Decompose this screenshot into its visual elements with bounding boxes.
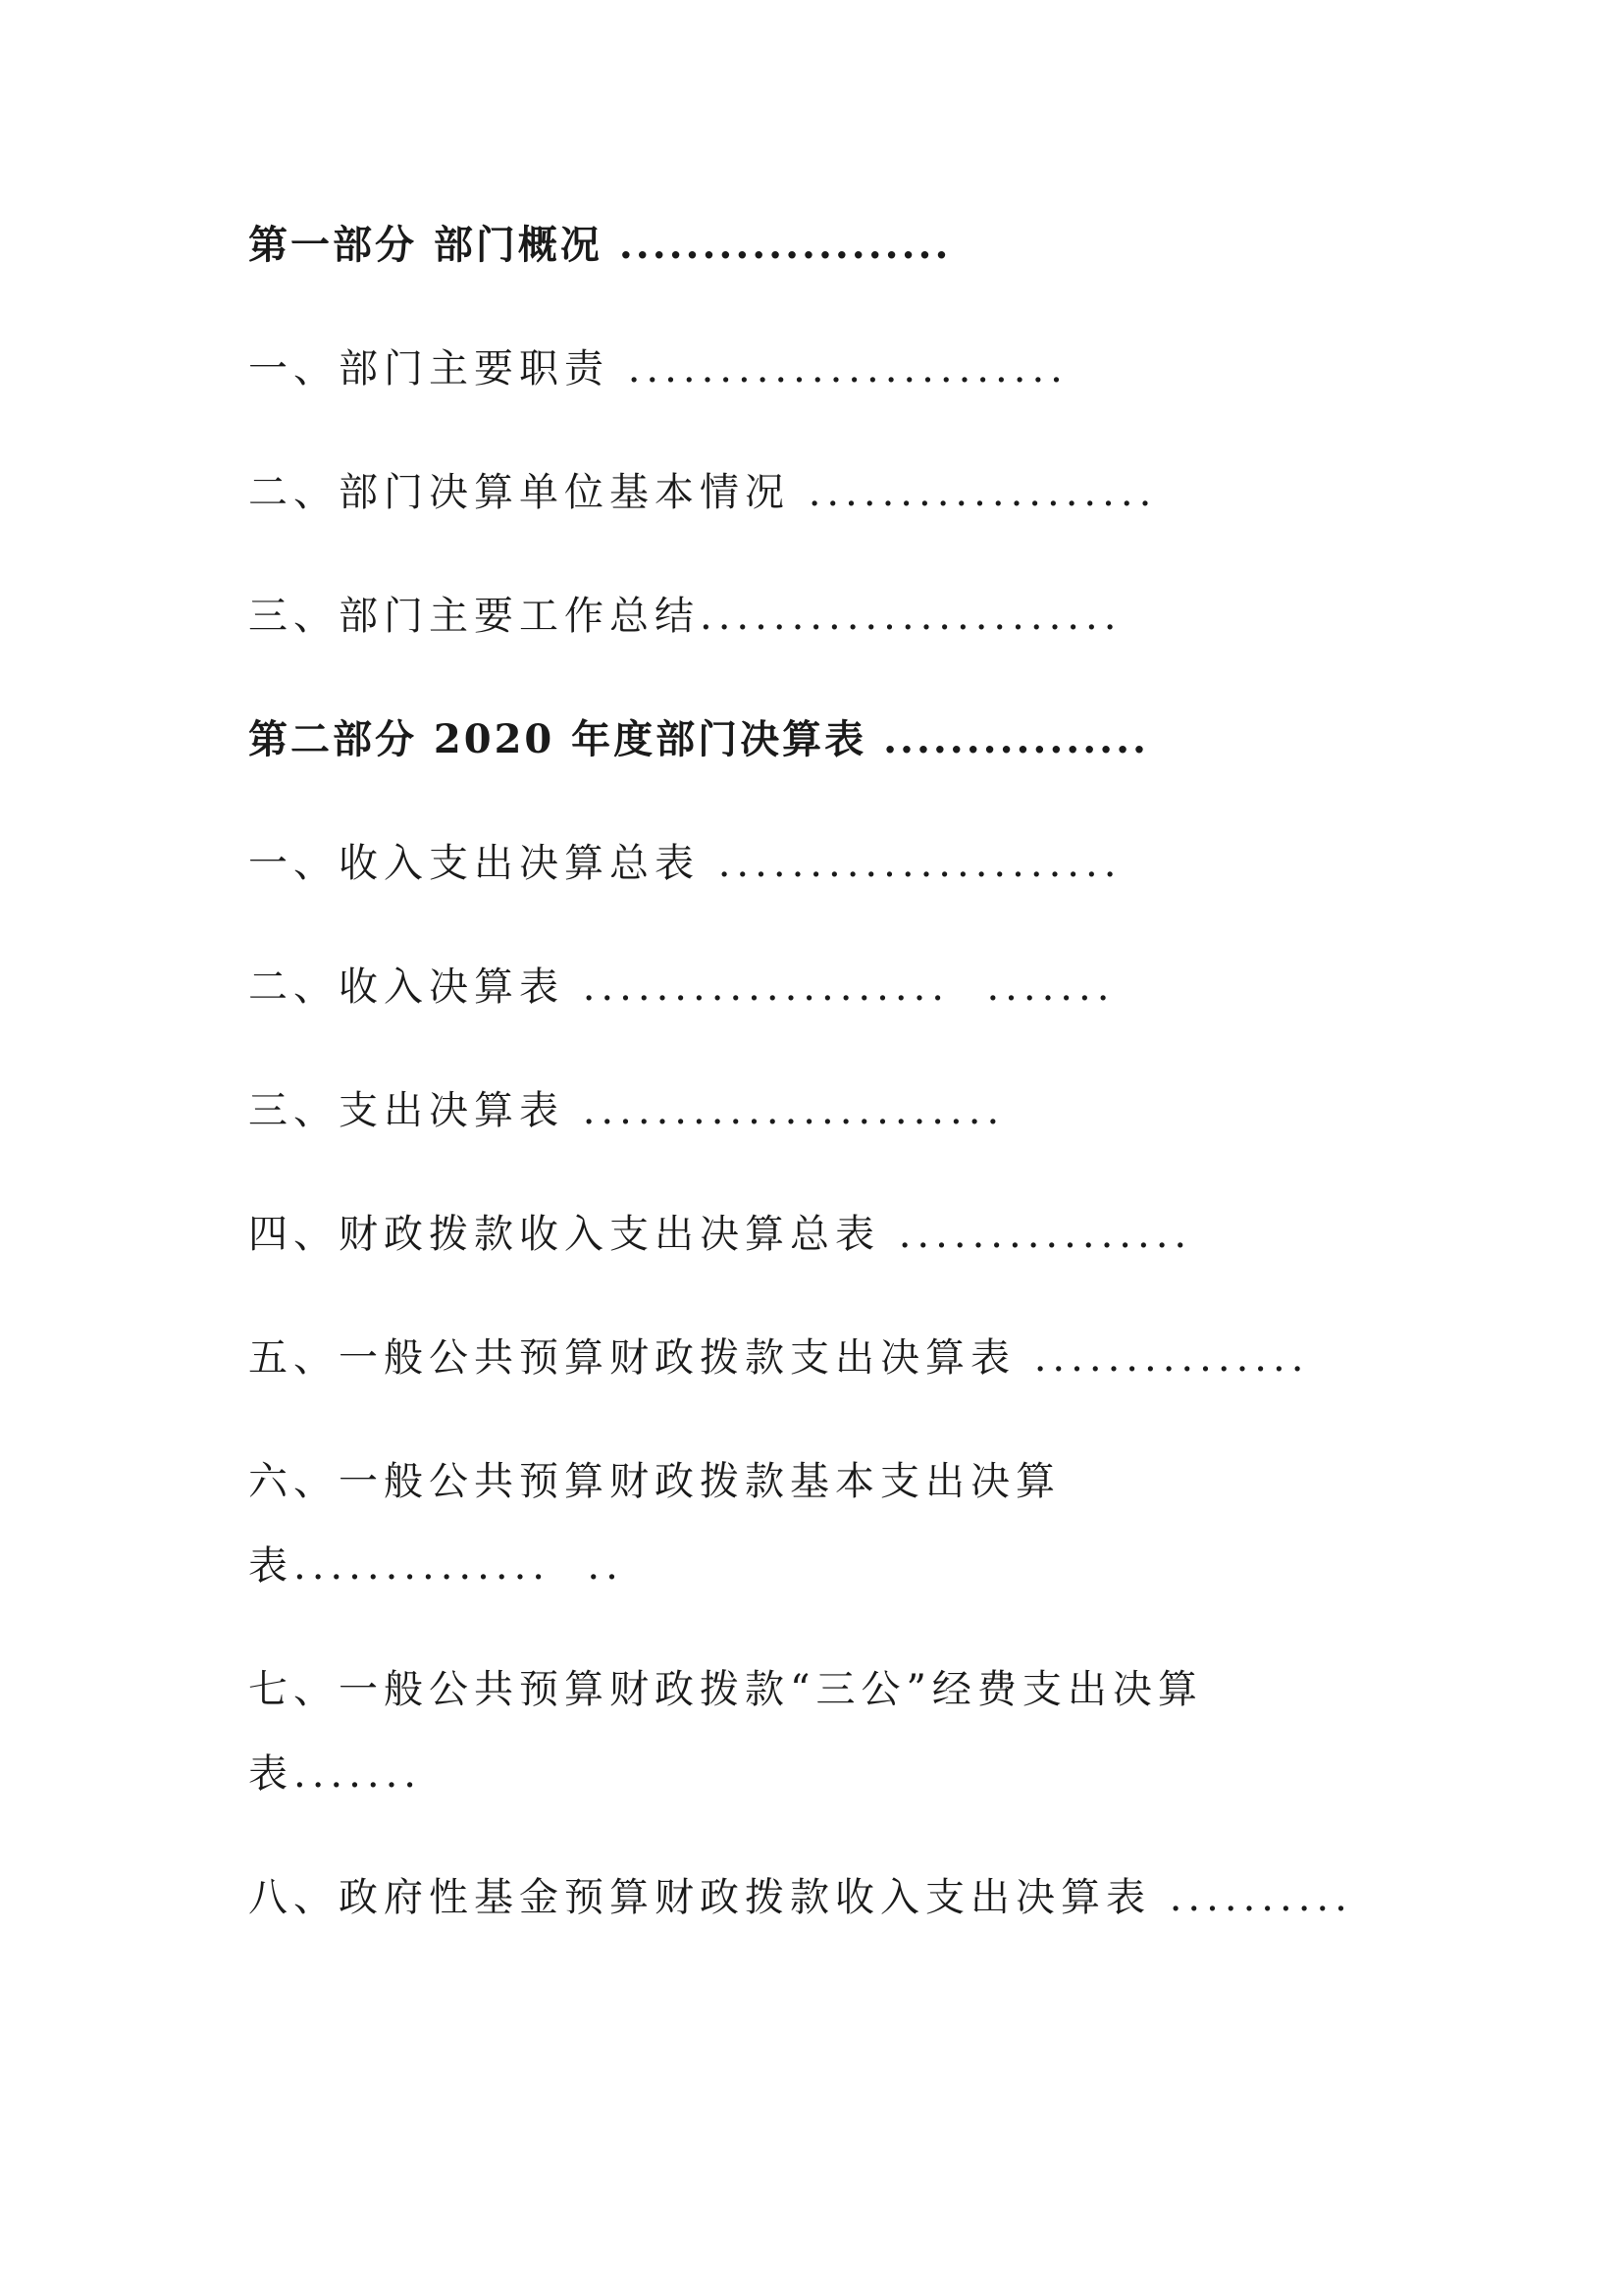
toc-item-income-expenditure-summary: 一、收入支出决算总表 ......................	[248, 841, 1123, 886]
toc-item-income-table: 二、收入决算表 .................... .......	[248, 965, 1116, 1010]
toc-item-work-summary: 三、部门主要工作总结.......................	[248, 594, 1123, 639]
toc-item-general-budget-basic-expenditure: 六、一般公共预算财政拨款基本支出决算	[248, 1459, 1061, 1504]
toc-part-2-heading: 第二部分 2020 年度部门决算表 ................	[248, 716, 1149, 762]
toc-item-expenditure-table: 三、支出决算表 .......................	[248, 1088, 1006, 1133]
toc-item-general-budget-expenditure: 五、一般公共预算财政拨款支出决算表 ...............	[248, 1335, 1310, 1381]
toc-item-general-budget-basic-expenditure-cont: 表.............. ..	[248, 1543, 624, 1589]
toc-item-fiscal-allocation-summary: 四、财政拨款收入支出决算总表 ................	[248, 1212, 1193, 1257]
toc-item-main-duties: 一、部门主要职责 ........................	[248, 346, 1069, 391]
toc-item-government-fund-budget: 八、政府性基金预算财政拨款收入支出决算表 ..........	[248, 1875, 1353, 1920]
toc-item-three-public-expenses: 七、一般公共预算财政拨款“三公”经费支出决算	[248, 1667, 1203, 1712]
toc-item-three-public-expenses-cont: 表.......	[248, 1751, 423, 1797]
toc-item-unit-basic-info: 二、部门决算单位基本情况 ...................	[248, 470, 1158, 515]
toc-part-1-heading: 第一部分 部门概况 ....................	[248, 222, 952, 268]
